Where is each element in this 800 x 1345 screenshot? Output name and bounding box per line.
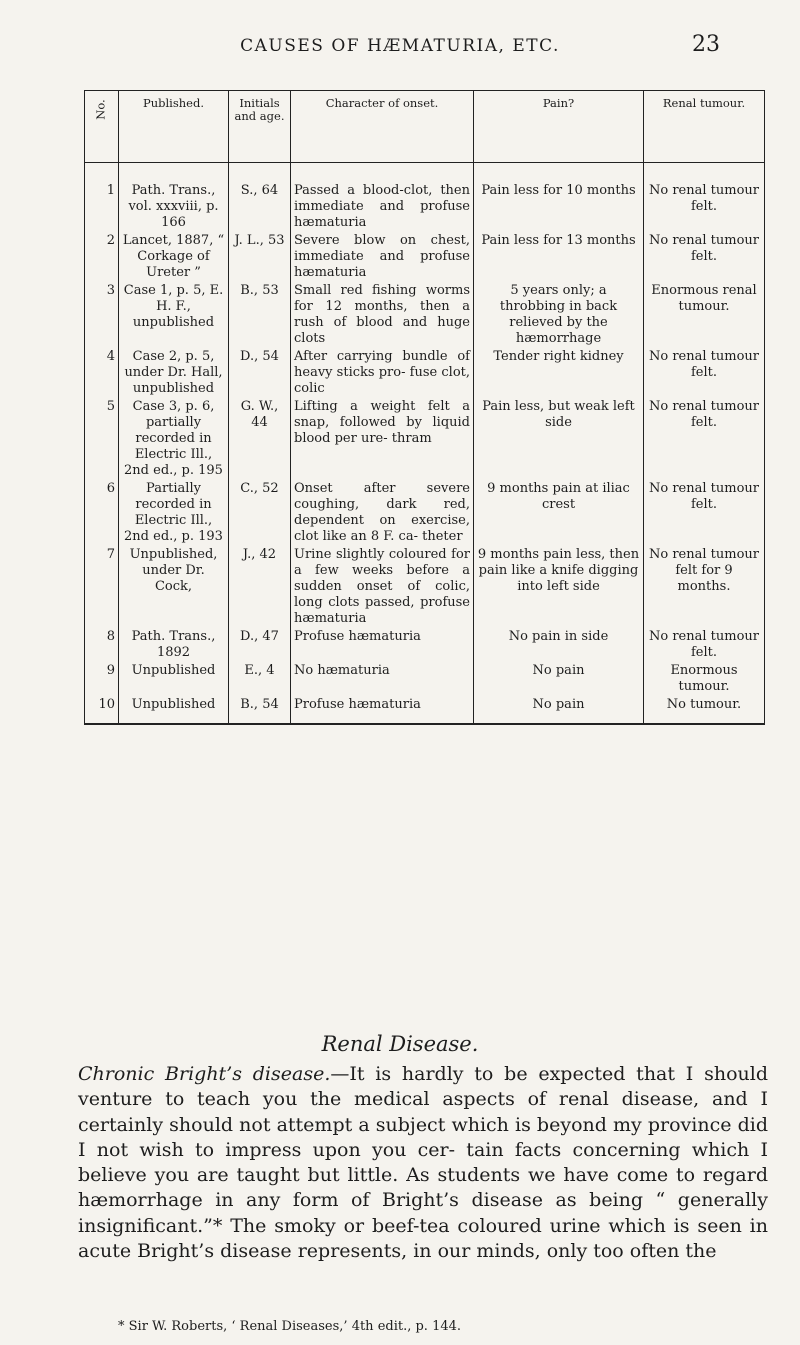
- table-row: [85, 697, 765, 724]
- pain-cell: Pain less, but weak left side: [474, 399, 644, 481]
- table-row: [85, 663, 765, 697]
- onset-cell: Lifting a weight felt a snap, followed by liquid blood per ure- thram: [291, 399, 474, 481]
- onset-cell: Passed a blood-clot, then immediate and profuse hæmaturia: [291, 163, 474, 234]
- body-paragraph: [78, 1062, 768, 1264]
- case-number: 1: [85, 163, 119, 234]
- paragraph-body: —It is hardly to be expected that I should venture to teach you the medical aspects of renal disease, and I certainly should not attempt a subject which is beyond my province did I not wish to impress upon you cer- tain facts concerning which I believe you are taught but little. As students we have come to regard hæmorrhage in any form of Bright’s disease as being “ generally insignificant.”* The smoky or beef-tea coloured urine which is seen in acute Bright’s disease represents, in our minds, only too often the: [78, 1063, 768, 1263]
- pain-cell: 5 years only; a throbbing in back relieved by the hæmorrhage: [474, 283, 644, 349]
- section-title: Renal Disease.: [321, 1032, 479, 1056]
- onset-cell: After carrying bundle of heavy sticks pro- fuse clot, colic: [291, 349, 474, 399]
- onset-cell: Onset after severe coughing, dark red, dependent on exercise, clot like an 8 F. ca- theter: [291, 481, 474, 547]
- column-header-pain: Pain?: [474, 91, 644, 163]
- case-number: 4: [85, 349, 119, 399]
- renal-tumour-cell: No renal tumour felt.: [644, 481, 765, 547]
- onset-cell: Small red fishing worms for 12 months, then a rush of blood and huge clots: [291, 283, 474, 349]
- pain-cell: No pain: [474, 697, 644, 724]
- initials-cell: B., 53: [229, 283, 291, 349]
- published-cell: Case 1, p. 5, E. H. F., unpublished: [119, 283, 229, 349]
- published-cell: Path. Trans., 1892: [119, 629, 229, 663]
- pain-cell: Tender right kidney: [474, 349, 644, 399]
- table-row: [85, 399, 765, 481]
- table-row: [85, 629, 765, 663]
- published-cell: Partially recorded in Electric Ill., 2nd ed., p. 193: [119, 481, 229, 547]
- renal-tumour-cell: No renal tumour felt.: [644, 349, 765, 399]
- page-header: [0, 32, 800, 66]
- published-cell: Case 3, p. 6, partially recorded in Electric Ill., 2nd ed., p. 195: [119, 399, 229, 481]
- published-cell: Unpublished: [119, 663, 229, 697]
- renal-tumour-cell: No renal tumour felt.: [644, 163, 765, 234]
- pain-cell: 9 months pain less, then pain like a knife digging into left side: [474, 547, 644, 629]
- renal-tumour-cell: No renal tumour felt for 9 months.: [644, 547, 765, 629]
- case-number: 2: [85, 233, 119, 283]
- table-row: [85, 283, 765, 349]
- cases-table: [84, 90, 765, 725]
- pain-cell: Pain less for 13 months: [474, 233, 644, 283]
- pain-cell: No pain in side: [474, 629, 644, 663]
- published-cell: Unpublished: [119, 697, 229, 724]
- initials-cell: S., 64: [229, 163, 291, 234]
- onset-cell: Severe blow on chest, immediate and profuse hæmaturia: [291, 233, 474, 283]
- pain-cell: 9 months pain at iliac crest: [474, 481, 644, 547]
- renal-tumour-cell: No tumour.: [644, 697, 765, 724]
- initials-cell: D., 47: [229, 629, 291, 663]
- renal-tumour-cell: No renal tumour felt.: [644, 233, 765, 283]
- initials-cell: C., 52: [229, 481, 291, 547]
- table-row: [85, 233, 765, 283]
- table-row: [85, 349, 765, 399]
- case-number: 5: [85, 399, 119, 481]
- published-cell: Lancet, 1887, “ Corkage of Ureter ”: [119, 233, 229, 283]
- case-number: 7: [85, 547, 119, 629]
- renal-tumour-cell: No renal tumour felt.: [644, 629, 765, 663]
- initials-cell: B., 54: [229, 697, 291, 724]
- case-number: 10: [85, 697, 119, 724]
- table-row: [85, 481, 765, 547]
- published-cell: Path. Trans., vol. xxxviii, p. 166: [119, 163, 229, 234]
- column-header-renal-tumour: Renal tumour.: [644, 91, 765, 163]
- renal-tumour-cell: Enormous renal tumour.: [644, 283, 765, 349]
- column-header-published: Published.: [119, 91, 229, 163]
- column-header-initials: Initials and age.: [229, 91, 291, 163]
- onset-cell: Profuse hæmaturia: [291, 629, 474, 663]
- page-number: 23: [692, 32, 720, 57]
- renal-tumour-cell: No renal tumour felt.: [644, 399, 765, 481]
- case-number: 9: [85, 663, 119, 697]
- onset-cell: No hæmaturia: [291, 663, 474, 697]
- onset-cell: Urine slightly coloured for a few weeks before a sudden onset of colic, long clots passed, profuse hæmaturia: [291, 547, 474, 629]
- onset-cell: Profuse hæmaturia: [291, 697, 474, 724]
- initials-cell: E., 4: [229, 663, 291, 697]
- footnote: * Sir W. Roberts, ‘ Renal Diseases,’ 4th edit., p. 144.: [118, 1319, 462, 1334]
- column-header-onset: Character of onset.: [291, 91, 474, 163]
- pain-cell: No pain: [474, 663, 644, 697]
- initials-cell: G. W., 44: [229, 399, 291, 481]
- initials-cell: J. L., 53: [229, 233, 291, 283]
- paragraph-lead: Chronic Bright’s disease.: [78, 1063, 331, 1085]
- initials-cell: D., 54: [229, 349, 291, 399]
- table-header-row: [85, 91, 765, 163]
- case-number: 3: [85, 283, 119, 349]
- running-title: CAUSES OF HÆMATURIA, ETC.: [240, 36, 560, 56]
- pain-cell: Pain less for 10 months: [474, 163, 644, 234]
- case-number: 8: [85, 629, 119, 663]
- published-cell: Unpublished, under Dr. Cock,: [119, 547, 229, 629]
- table-row: [85, 547, 765, 629]
- table-row: [85, 163, 765, 234]
- column-header-no: No.: [85, 91, 119, 163]
- case-number: 6: [85, 481, 119, 547]
- published-cell: Case 2, p. 5, under Dr. Hall, unpublished: [119, 349, 229, 399]
- renal-tumour-cell: Enormous tumour.: [644, 663, 765, 697]
- initials-cell: J., 42: [229, 547, 291, 629]
